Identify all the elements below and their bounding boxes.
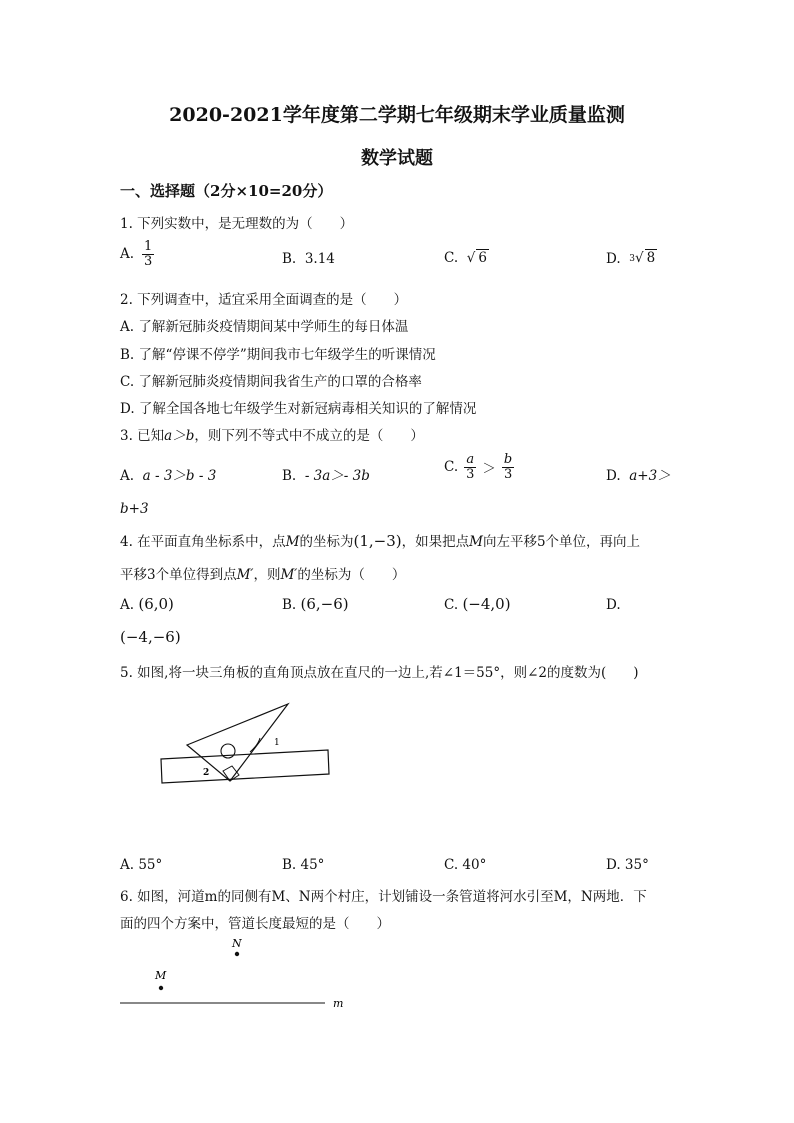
radicand: 6 (478, 250, 487, 266)
radical-sign: √ (634, 250, 644, 266)
option-value: (6,0) (138, 595, 174, 613)
stem-text: ，如果把点 (401, 534, 470, 550)
stem-text: 向左平移5个单位，再向上 (482, 534, 641, 550)
denominator: 3 (466, 466, 475, 482)
question-2-option-d: D. 了解全国各地七年级学生对新冠病毒相关知识的了解情况 (120, 401, 477, 417)
question-3-option-b (282, 464, 370, 484)
fraction-a (464, 453, 476, 481)
point-m: M (285, 534, 300, 550)
option-label: D. (606, 251, 621, 267)
question-1-option-b (282, 251, 335, 267)
point-m-prime: M′ (236, 567, 254, 583)
question-2-option-b: B. 了解“停课不停学”期间我市七年级学生的听课情况 (120, 347, 436, 363)
square-root (467, 249, 489, 266)
village-m-point (159, 986, 163, 990)
option-label: B. (282, 251, 297, 267)
question-2-option-c: C. 了解新冠肺炎疫情期间我省生产的口罩的合格率 (120, 374, 422, 390)
denominator: 3 (503, 466, 513, 482)
angle-2-label: 2 (203, 768, 210, 778)
question-3-option-d-continued: b+3 (120, 501, 149, 517)
question-3-option-a (120, 464, 216, 484)
question-1-stem: 1. 下列实数中，是无理数的为（ ） (120, 216, 354, 232)
river-label: m (333, 997, 344, 1010)
option-label: D. (606, 597, 621, 613)
section-heading: 一、选择题（2分×10=20分） (120, 182, 333, 200)
question-6-line-2: 面的四个方案中，管道长度最短的是（ ） (120, 916, 390, 932)
question-5-option-b: B. 45° (282, 857, 325, 873)
root-index: 3 (629, 254, 635, 264)
option-value: (6,−6) (300, 595, 349, 613)
cube-root (629, 249, 657, 266)
village-n-point (235, 952, 239, 956)
question-2-option-a: A. 了解新冠肺炎疫情期间某中学师生的每日体温 (120, 319, 409, 335)
option-label: A. (120, 597, 135, 613)
option-label: A. (120, 246, 135, 263)
stem-text: 4. 在平面直角坐标系中，点 (120, 534, 286, 550)
stem-text: 平移3个单位得到点 (120, 567, 237, 583)
question-5-option-d: D. 35° (606, 857, 649, 873)
question-4-option-d (606, 597, 621, 613)
point-m-prime: M′ (280, 567, 298, 583)
question-4-option-c (444, 595, 511, 613)
numerator: b (503, 452, 513, 467)
q6-figure (115, 932, 355, 1012)
stem-text: 的坐标为 (299, 534, 354, 550)
village-n-label: N (232, 937, 242, 950)
option-label: C. (444, 459, 459, 476)
question-2-stem: 2. 下列调查中，适宜采用全面调查的是（ ） (120, 292, 408, 308)
question-4-option-b (282, 595, 349, 613)
angle-1-arc (250, 738, 260, 752)
question-5-option-a: A. 55° (120, 857, 163, 873)
stem-text: 3. 已知 (120, 428, 165, 444)
question-4-option-a (120, 595, 174, 613)
question-3-stem (120, 424, 424, 444)
radicand: 8 (646, 250, 656, 266)
question-5-option-c: C. 40° (444, 857, 487, 873)
question-6-line-1: 6. 如图，河道m的同侧有M、N两个村庄，计划铺设一条管道将河水引至M，N两地．下 (120, 889, 647, 905)
radical-sign: √ (466, 250, 476, 266)
question-3-option-d (606, 464, 671, 484)
option-expression: a - 3＞b - 3 (142, 468, 217, 484)
option-label: C. (444, 250, 459, 266)
option-expression: - 3a＞- 3b (304, 468, 370, 484)
numerator: a (466, 452, 475, 467)
point-m: M (469, 534, 483, 550)
question-4-line-2 (120, 563, 405, 583)
numerator: 1 (144, 239, 153, 254)
village-m-label: M (155, 969, 167, 982)
option-label: A. (120, 468, 135, 484)
coordinate: (1,−3) (353, 532, 402, 550)
page-subtitle: 数学试题 (361, 148, 433, 169)
condition: a＞b (164, 428, 195, 444)
option-label: B. (282, 597, 297, 613)
question-4-option-d-value: (−4,−6) (120, 628, 181, 646)
page-title: 2020-2021学年度第二学期七年级期末学业质量监测 (169, 104, 625, 126)
option-value: (−4,0) (462, 595, 511, 613)
option-label: B. (282, 468, 297, 484)
question-3-option-c (444, 453, 514, 481)
option-expression: a+3＞ (629, 468, 671, 484)
stem-text: 的坐标为（ ） (297, 567, 406, 583)
option-label: C. (444, 597, 459, 613)
q5-figure (150, 695, 340, 795)
option-value: 3.14 (304, 251, 335, 267)
fraction (142, 240, 154, 268)
question-1-option-c (444, 249, 489, 266)
greater-than: ＞ (482, 461, 496, 478)
question-4-line-1 (120, 530, 640, 550)
ruler-shape (161, 750, 329, 783)
question-5-stem: 5. 如图,将一块三角板的直角顶点放在直尺的一边上,若∠1＝55°，则∠2的度数为( ) (120, 665, 639, 681)
angle-1-label: 1 (274, 738, 280, 748)
stem-text: ，则 (253, 567, 281, 583)
option-label: D. (606, 468, 621, 484)
question-1-option-a (120, 240, 154, 268)
fraction-b (502, 453, 514, 481)
stem-text: ，则下列不等式中不成立的是（ ） (194, 428, 424, 444)
question-1-option-d (606, 249, 657, 267)
denominator: 3 (144, 253, 153, 269)
